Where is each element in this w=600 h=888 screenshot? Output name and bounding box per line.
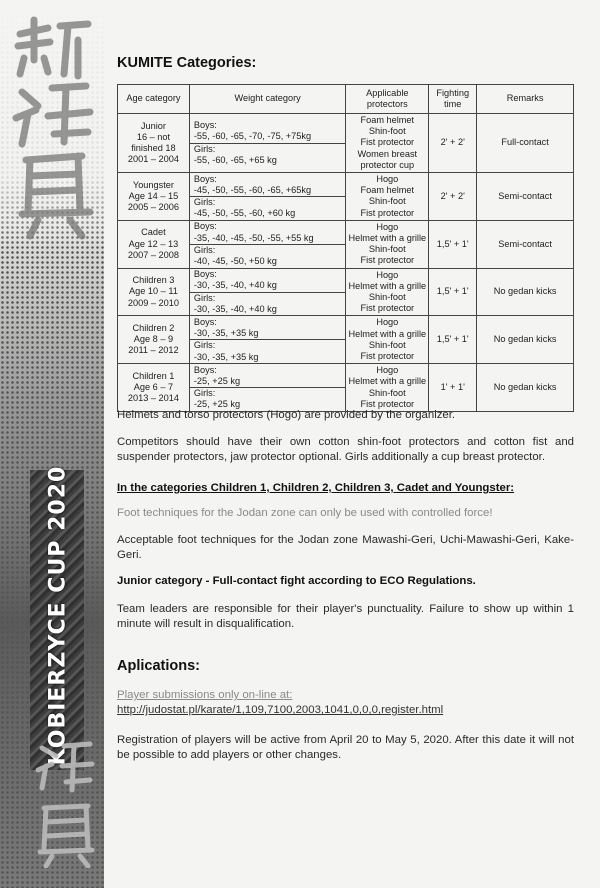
- age-line: Age 12 – 13: [128, 238, 179, 249]
- weight-category-cell: [189, 220, 345, 268]
- protectors-cell: [346, 114, 429, 173]
- girls-values: -30, -35, -40, +40 kg: [193, 303, 277, 314]
- protector-item: Shin-foot: [368, 339, 406, 350]
- protector-item: Hogo: [376, 221, 399, 232]
- protector-item: Shin-foot: [368, 196, 406, 207]
- header-weight: Weight category: [189, 85, 345, 114]
- girls-label: Girls:: [193, 292, 216, 303]
- boys-weights: [190, 317, 345, 340]
- girls-label: Girls:: [193, 388, 216, 399]
- girls-weights: [190, 293, 345, 315]
- fighting-time-cell: 2' + 2': [429, 114, 477, 173]
- protector-item: Fist protector: [360, 303, 415, 314]
- boys-values: -30, -35, -40, +40 kg: [193, 280, 277, 291]
- girls-weights: [190, 340, 345, 362]
- event-brand-vertical: [38, 465, 78, 765]
- junior-note: Junior category - Full-contact fight according to ECO Regulations.: [117, 575, 476, 587]
- header-time: Fighting time: [429, 85, 477, 114]
- girls-weights: [190, 197, 345, 219]
- acceptable-techniques: Acceptable foot techniques for the Jodan zone Mawashi-Geri, Uchi-Mawashi-Geri, Kake-Geri.: [117, 534, 574, 561]
- table-row: [118, 114, 574, 173]
- weight-category-cell: [189, 268, 345, 316]
- protector-item: Hogo: [376, 365, 399, 376]
- protector-item: Fist protector: [360, 255, 415, 266]
- age-line: Age 14 – 15: [128, 190, 179, 201]
- age-line: 2005 – 2006: [127, 202, 179, 213]
- protector-item: Shin-foot: [368, 126, 406, 137]
- boys-weights: [190, 174, 345, 197]
- protector-item: Hogo: [376, 174, 399, 185]
- protector-item: Fist protector: [360, 137, 415, 148]
- registration-dates: Registration of players will be active from April 20 to May 5, 2020. After this date it will not be possible to add players or other changes.: [117, 734, 574, 761]
- remarks-cell: Full-contact: [477, 114, 574, 173]
- boys-label: Boys:: [193, 173, 217, 184]
- protector-item: Foam helmet: [360, 115, 415, 125]
- boys-values: -55, -60, -65, -70, -75, +75kg: [193, 131, 312, 142]
- protector-item: Hogo: [376, 269, 399, 280]
- fighting-time-cell: 1' + 1': [429, 364, 477, 412]
- age-category-cell: [118, 173, 190, 221]
- protectors-cell: [346, 316, 429, 364]
- kanji-logo-bottom: [34, 738, 98, 868]
- age-line: 2011 – 2012: [128, 345, 179, 356]
- note-competitors: Competitors should have their own cotton shin-foot protectors and cotton fist and suspender protectors, jaw protector optional. Girls additionally a cup breast protector.: [117, 436, 574, 463]
- age-line: 2009 – 2010: [127, 297, 179, 308]
- categories-heading: In the categories Children 1, Children 2, Children 3, Cadet and Youngster:: [117, 482, 515, 494]
- age-line: Age 6 – 7: [133, 382, 174, 393]
- protector-item: Helmet with a grille: [348, 376, 427, 387]
- protector-item: Women breast: [357, 148, 418, 159]
- protectors-cell: [346, 364, 429, 412]
- age-line: Age 8 – 9: [133, 334, 174, 345]
- girls-values: -40, -45, -50, +50 kg: [193, 255, 277, 266]
- girls-weights: [190, 144, 345, 166]
- boys-label: Boys:: [193, 316, 217, 327]
- boys-label: Boys:: [193, 364, 217, 375]
- boys-values: -25, +25 kg: [193, 375, 241, 386]
- girls-values: -55, -60, -65, +65 kg: [193, 154, 277, 165]
- age-line: Children 3: [132, 275, 175, 286]
- protectors-cell: [346, 268, 429, 316]
- boys-label: Boys:: [193, 269, 217, 280]
- age-line: 2001 – 2004: [127, 154, 179, 165]
- boys-weights: [190, 269, 345, 292]
- age-line: Children 2: [132, 323, 175, 334]
- protector-item: Fist protector: [360, 398, 415, 409]
- age-line: Age 10 – 11: [129, 286, 178, 297]
- girls-values: -30, -35, +35 kg: [193, 351, 259, 362]
- weight-category-cell: [189, 114, 345, 173]
- protector-item: Shin-foot: [368, 387, 406, 398]
- boys-values: -45, -50, -55, -60, -65, +65kg: [193, 184, 312, 195]
- age-line: Youngster: [132, 179, 174, 190]
- table-row: [118, 364, 574, 412]
- age-category-cell: [118, 364, 190, 412]
- girls-label: Girls:: [193, 196, 216, 207]
- protector-item: Helmet with a grille: [348, 280, 427, 291]
- boys-values: -35, -40, -45, -50, -55, +55 kg: [193, 232, 314, 243]
- remarks-cell: No gedan kicks: [477, 316, 574, 364]
- table-header-row: [118, 85, 574, 114]
- table-row: [118, 173, 574, 221]
- online-label: Player submissions only on-line at:: [117, 689, 293, 701]
- girls-label: Girls:: [193, 143, 216, 154]
- age-line: 2013 – 2014: [127, 393, 179, 404]
- age-line: Junior: [140, 120, 166, 131]
- fighting-time-cell: 1,5' + 1': [429, 268, 477, 316]
- kumite-table: [117, 84, 574, 412]
- fighting-time-cell: 1,5' + 1': [429, 316, 477, 364]
- age-category-cell: [118, 220, 190, 268]
- kanji-logo-top: [8, 14, 98, 244]
- event-title: KOBIERZYCE CUP 2020: [45, 465, 71, 765]
- age-line: Children 1: [132, 370, 175, 381]
- table-row: [118, 220, 574, 268]
- age-line: finished 18: [131, 143, 176, 153]
- remarks-cell: No gedan kicks: [477, 364, 574, 412]
- girls-values: -45, -50, -55, -60, +60 kg: [193, 208, 296, 219]
- boys-values: -30, -35, +35 kg: [193, 328, 259, 339]
- protectors-cell: [346, 173, 429, 221]
- age-category-cell: [118, 268, 190, 316]
- team-leaders-note: Team leaders are responsible for their player's punctuality. Failure to show up within 1 minute will result in disqualification.: [117, 603, 574, 630]
- registration-link[interactable]: http://judostat.pl/karate/1,109,7100,2003,1041,0,0,0,register.html: [117, 704, 444, 716]
- protector-item: Shin-foot: [368, 244, 406, 255]
- protector-item: Helmet with a grille: [348, 328, 427, 339]
- protector-item: Fist protector: [360, 207, 415, 218]
- boys-label: Boys:: [193, 120, 217, 131]
- age-category-cell: [118, 316, 190, 364]
- girls-label: Girls:: [193, 244, 216, 255]
- foot-warning: Foot techniques for the Jodan zone can only be used with controlled force!: [117, 507, 493, 519]
- boys-weights: [190, 365, 345, 388]
- protector-item: protector cup: [360, 159, 415, 170]
- girls-label: Girls:: [193, 340, 216, 351]
- table-row: [118, 268, 574, 316]
- remarks-cell: No gedan kicks: [477, 268, 574, 316]
- age-line: 16 – not: [136, 131, 171, 142]
- protector-item: Helmet with a grille: [348, 233, 427, 244]
- protector-item: Fist protector: [360, 351, 415, 362]
- header-remarks: Remarks: [477, 85, 574, 114]
- remarks-cell: Semi-contact: [477, 220, 574, 268]
- protectors-cell: [346, 220, 429, 268]
- protector-item: Foam helmet: [360, 185, 415, 196]
- table-row: [118, 316, 574, 364]
- header-age: Age category: [118, 85, 190, 114]
- weight-category-cell: [189, 173, 345, 221]
- boys-weights: [190, 120, 345, 143]
- age-line: Cadet: [141, 227, 166, 238]
- header-protectors: Applicable protectors: [346, 85, 429, 114]
- fighting-time-cell: 1,5' + 1': [429, 220, 477, 268]
- kumite-title: KUMITE Categories:: [117, 55, 257, 71]
- age-line: 2007 – 2008: [127, 249, 179, 260]
- decorative-sidebar: [0, 0, 104, 888]
- applications-title: Aplications:: [117, 658, 200, 674]
- girls-values: -25, +25 kg: [193, 399, 241, 410]
- note-helmets: Helmets and torso protectors (Hogo) are provided by the organizer.: [117, 409, 456, 421]
- weight-category-cell: [189, 364, 345, 412]
- age-category-cell: [118, 114, 190, 173]
- remarks-cell: Semi-contact: [477, 173, 574, 221]
- protector-item: Hogo: [376, 317, 399, 328]
- protector-item: Shin-foot: [368, 292, 406, 303]
- fighting-time-cell: 2' + 2': [429, 173, 477, 221]
- weight-category-cell: [189, 316, 345, 364]
- girls-weights: [190, 245, 345, 267]
- boys-label: Boys:: [193, 221, 217, 232]
- boys-weights: [190, 221, 345, 244]
